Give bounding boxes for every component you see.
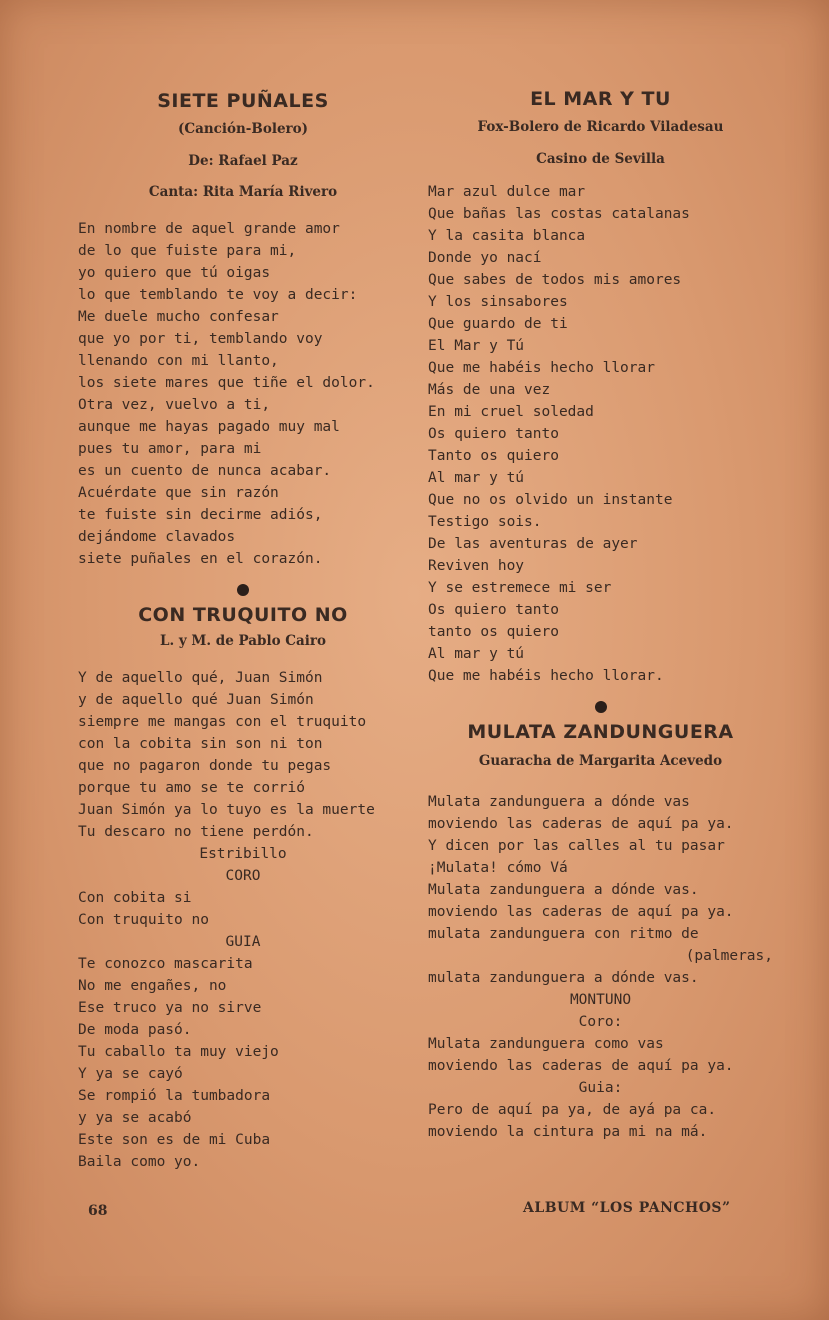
- lyric-line: pues tu amor, para mi: [78, 441, 262, 457]
- lyric-line: Y la casita blanca: [428, 228, 586, 244]
- lyric-line: Estribillo: [199, 846, 287, 862]
- lyric-line: Se rompió la tumbadora: [78, 1088, 271, 1104]
- lyric-line: Acuérdate que sin razón: [78, 485, 279, 501]
- lyric-line: En nombre de aquel grande amor: [78, 221, 340, 237]
- song-title-el-mar-y-tu: EL MAR Y TU: [530, 88, 671, 110]
- lyric-line: Baila como yo.: [78, 1154, 201, 1170]
- album-title: ALBUM “LOS PANCHOS”: [523, 1200, 731, 1216]
- lyric-line: Que sabes de todos mis amores: [428, 272, 682, 288]
- lyric-line: Al mar y tú: [428, 646, 525, 662]
- song-title-mulata-zandunguera: MULATA ZANDUNGUERA: [467, 721, 734, 743]
- left-column: [78, 90, 408, 1173]
- lyric-line: lo que temblando te voy a decir:: [78, 287, 358, 303]
- song-title-con-truquito-no: CON TRUQUITO NO: [138, 604, 348, 626]
- lyric-line: Mulata zandunguera a dónde vas: [428, 794, 690, 810]
- lyric-line: Mulata zandunguera como vas: [428, 1036, 664, 1052]
- lyric-line: Otra vez, vuelvo a ti,: [78, 397, 271, 413]
- lyric-line: Ese truco ya no sirve: [78, 1000, 262, 1016]
- lyric-line: Reviven hoy: [428, 558, 525, 574]
- lyric-line: dejándome clavados: [78, 529, 236, 545]
- lyric-line: los siete mares que tiñe el dolor.: [78, 375, 375, 391]
- lyric-line: Tanto os quiero: [428, 448, 559, 464]
- lyric-line: Coro:: [578, 1014, 623, 1030]
- lyric-line: moviendo las caderas de aquí pa ya.: [428, 904, 734, 920]
- lyric-line: que yo por ti, temblando voy: [78, 331, 323, 347]
- lyric-line: te fuiste sin decirme adiós,: [78, 507, 323, 523]
- page-number: 68: [88, 1203, 108, 1219]
- lyric-line: siempre me mangas con el truquito: [78, 714, 367, 730]
- lyric-line: siete puñales en el corazón.: [78, 551, 323, 567]
- lyric-line: de lo que fuiste para mi,: [78, 243, 297, 259]
- lyric-line: De moda pasó.: [78, 1022, 192, 1038]
- lyric-line: moviendo las caderas de aquí pa ya.: [428, 816, 734, 832]
- lyrics-con-truquito-no: [78, 667, 408, 1173]
- lyric-line: Al mar y tú: [428, 470, 525, 486]
- lyric-line: MONTUNO: [569, 992, 632, 1008]
- lyric-line: Y de aquello qué, Juan Simón: [78, 670, 323, 686]
- lyric-line: Más de una vez: [428, 382, 551, 398]
- separator-dot: [237, 584, 249, 596]
- separator-dot: [595, 701, 607, 713]
- lyric-line: El Mar y Tú: [428, 338, 525, 354]
- lyric-line: moviendo las caderas de aquí pa ya.: [428, 1058, 734, 1074]
- song-author: L. y M. de Pablo Cairo: [159, 633, 327, 649]
- lyric-line: Pero de aquí pa ya, de ayá pa ca.: [428, 1102, 717, 1118]
- lyric-line: aunque me hayas pagado muy mal: [78, 419, 340, 435]
- lyric-line: yo quiero que tú oigas: [78, 265, 271, 281]
- song-genre: (Canción-Bolero): [177, 121, 309, 137]
- right-column: [428, 88, 773, 1143]
- lyric-line: Os quiero tanto: [428, 426, 559, 442]
- lyric-line: GUIA: [225, 934, 261, 950]
- lyrics-mulata-zandunguera: [428, 791, 773, 1143]
- lyric-line: porque tu amo se te corrió: [78, 780, 305, 796]
- lyric-line: CORO: [225, 868, 261, 884]
- lyric-line: No me engañes, no: [78, 978, 227, 994]
- lyric-line: mulata zandunguera con ritmo de: [428, 926, 699, 942]
- lyric-line: moviendo la cintura pa mi na má.: [428, 1124, 708, 1140]
- lyric-line: Que no os olvido un instante: [428, 492, 673, 508]
- lyric-line: Me duele mucho confesar: [78, 309, 279, 325]
- lyric-line: Testigo sois.: [428, 514, 542, 530]
- lyrics-siete-punales: [78, 218, 408, 570]
- lyric-line: llenando con mi llanto,: [78, 353, 279, 369]
- lyric-line: es un cuento de nunca acabar.: [78, 463, 332, 479]
- lyrics-el-mar-y-tu: [428, 181, 773, 687]
- lyric-line: Os quiero tanto: [428, 602, 559, 618]
- song-singer: Canta: Rita María Rivero: [148, 184, 338, 200]
- lyric-line: y ya se acabó: [78, 1110, 192, 1126]
- lyric-line: Este son es de mi Cuba: [78, 1132, 271, 1148]
- lyric-line: Que me habéis hecho llorar.: [428, 668, 664, 684]
- lyric-line: Juan Simón ya lo tuyo es la muerte: [78, 802, 375, 818]
- lyric-line: Con cobita si: [78, 890, 192, 906]
- song-author: De: Rafael Paz: [188, 153, 298, 169]
- lyric-line: Donde yo nací: [428, 250, 542, 266]
- lyric-line: que no pagaron donde tu pegas: [78, 758, 332, 774]
- lyric-line: (palmeras,: [685, 948, 773, 964]
- lyric-line: Mar azul dulce mar: [428, 184, 586, 200]
- lyric-line: ¡Mulata! cómo Vá: [428, 860, 568, 876]
- lyric-line: Que me habéis hecho llorar: [428, 360, 655, 376]
- lyric-line: Guia:: [578, 1080, 623, 1096]
- lyric-line: En mi cruel soledad: [428, 404, 594, 420]
- lyric-line: Con truquito no: [78, 912, 209, 928]
- song-venue: Casino de Sevilla: [536, 151, 665, 167]
- lyric-line: y de aquello qué Juan Simón: [78, 692, 314, 708]
- lyric-line: Y se estremece mi ser: [428, 580, 612, 596]
- lyric-line: Tu descaro no tiene perdón.: [78, 824, 314, 840]
- lyric-line: Y ya se cayó: [78, 1066, 183, 1082]
- lyric-line: Que bañas las costas catalanas: [428, 206, 690, 222]
- lyric-line: Te conozco mascarita: [78, 956, 253, 972]
- lyric-line: Mulata zandunguera a dónde vas.: [428, 882, 699, 898]
- lyric-line: mulata zandunguera a dónde vas.: [428, 970, 699, 986]
- lyric-line: Tu caballo ta muy viejo: [78, 1044, 279, 1060]
- lyric-line: Y dicen por las calles al tu pasar: [428, 838, 725, 854]
- lyric-line: De las aventuras de ayer: [428, 536, 638, 552]
- lyric-line: con la cobita sin son ni ton: [78, 736, 323, 752]
- song-genre: Fox-Bolero de Ricardo Viladesau: [477, 119, 724, 135]
- song-title-siete-punales: SIETE PUÑALES: [157, 90, 329, 112]
- lyric-line: Y los sinsabores: [428, 294, 568, 310]
- song-genre: Guaracha de Margarita Acevedo: [478, 753, 723, 769]
- lyric-line: tanto os quiero: [428, 624, 559, 640]
- lyric-line: Que guardo de ti: [428, 316, 568, 332]
